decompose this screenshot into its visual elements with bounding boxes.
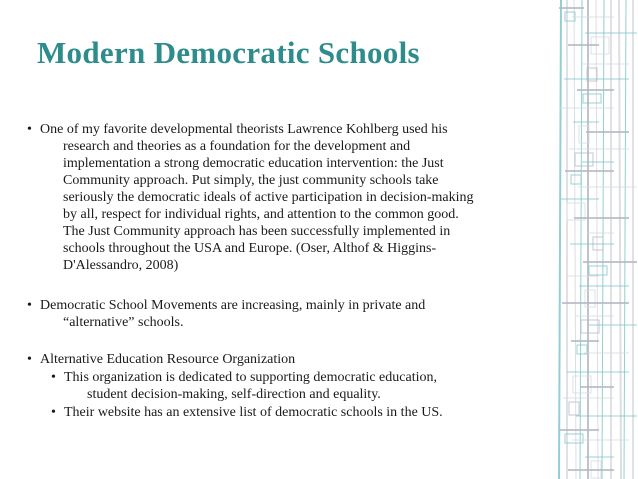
bullet-line: The Just Community approach has been successfully implemented in <box>63 224 451 239</box>
bullet-line: schools throughout the USA and Europe. (Oser, Althof & Higgins- <box>63 241 437 256</box>
deco-line <box>575 153 593 166</box>
bullet-marker: • <box>51 405 56 420</box>
bullet-marker: • <box>27 352 32 367</box>
deco-line <box>571 175 581 184</box>
deco-line <box>580 0 582 479</box>
bullet-line: This organization is dedicated to supporting democratic education, <box>64 370 437 385</box>
deco-line <box>624 0 626 479</box>
bullet-marker: • <box>27 298 32 313</box>
bullet-line: by all, respect for individual rights, and attention to the common good. <box>63 207 459 222</box>
deco-line <box>569 402 579 415</box>
bullet-text <box>27 297 542 331</box>
bullet-democratic-movements <box>27 297 542 331</box>
bullet-text <box>51 404 531 421</box>
bullet-aero <box>27 351 542 368</box>
sub-bullet-aero-mission <box>51 369 531 403</box>
bullet-line: Alternative Education Resource Organization <box>40 352 296 367</box>
bullet-line: Their website has an extensive list of democratic schools in the US. <box>64 405 443 420</box>
deco-line <box>619 0 621 479</box>
slide-title: Modern Democratic Schools <box>37 35 420 70</box>
decorative-line-pattern <box>555 0 638 479</box>
deco-line <box>583 94 601 103</box>
bullet-marker: • <box>51 370 56 385</box>
bullet-text <box>27 121 542 274</box>
bullet-line: implementation a strong democratic education intervention: the Just <box>63 156 444 171</box>
bullet-text <box>51 369 531 403</box>
bullet-kohlberg <box>27 121 542 274</box>
deco-line <box>589 266 607 275</box>
bullet-marker: • <box>27 122 32 137</box>
bullet-line: seriously the democratic ideals of active participation in decision-making <box>63 190 474 205</box>
deco-line <box>559 0 561 479</box>
bullet-line: student decision-making, self-direction and equality. <box>87 387 381 402</box>
bullet-line: Community approach. Put simply, the just community schools take <box>63 173 439 188</box>
deco-line <box>585 290 595 307</box>
bullet-line: Democratic School Movements are increasing, mainly in private and <box>40 298 426 313</box>
sub-bullet-aero-website <box>51 404 531 421</box>
bullet-line: D'Alessandro, 2008) <box>63 258 179 273</box>
bullet-line: One of my favorite developmental theorists Lawrence Kohlberg used his <box>40 122 448 137</box>
bullet-text <box>27 351 542 368</box>
deco-line <box>574 0 576 479</box>
bullet-line: “alternative” schools. <box>63 315 184 330</box>
deco-line <box>581 320 599 333</box>
bullet-line: research and theories as a foundation for the development and <box>63 139 411 154</box>
